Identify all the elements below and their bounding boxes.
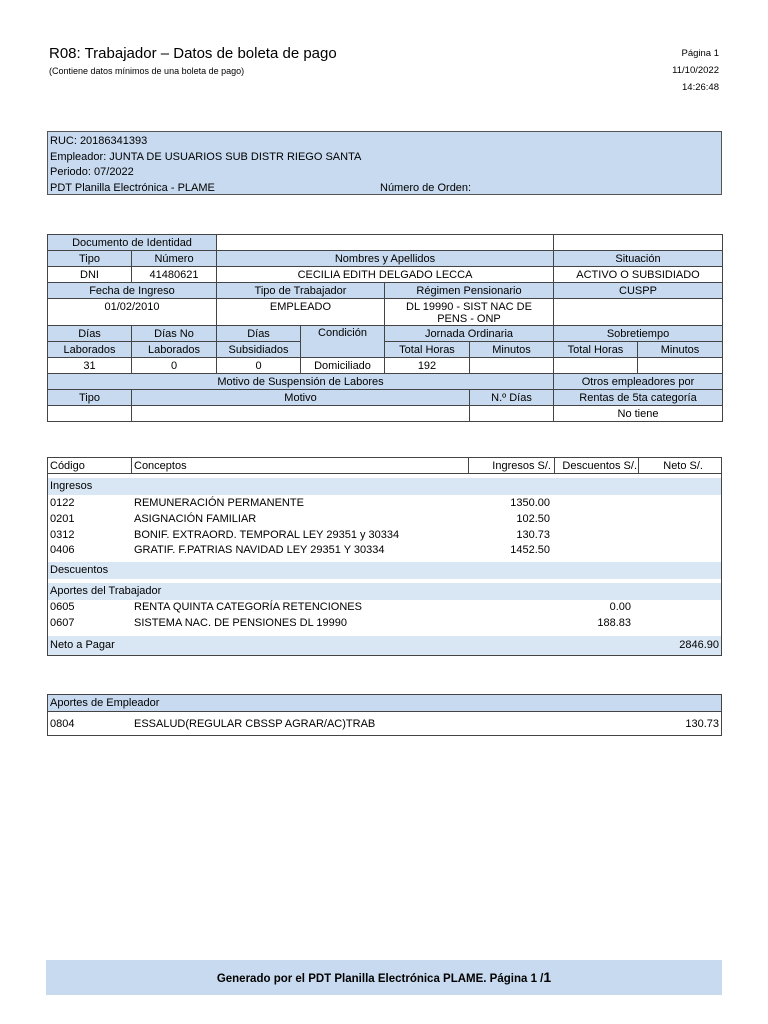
days-worked-value: 31: [48, 358, 132, 374]
doc-number-header: Número: [132, 251, 217, 267]
worker-table: [47, 234, 723, 422]
situation-header: Situación: [554, 251, 723, 267]
concept-description: ASIGNACIÓN FAMILIAR: [134, 513, 257, 525]
condition-header: Condición: [301, 326, 385, 358]
other-employers-header-1: Otros empleadores por: [554, 374, 723, 390]
worker-contributions-label: Aportes del Trabajador: [48, 583, 721, 600]
concept-code: 0406: [50, 544, 75, 556]
worker-type-value: EMPLEADO: [217, 299, 385, 326]
concept-code: 0201: [50, 513, 75, 525]
concept-code: 0605: [50, 601, 75, 613]
concept-description: GRATIF. F.PATRIAS NAVIDAD LEY 29351 Y 30334: [134, 544, 385, 556]
blank-cell: [638, 358, 723, 374]
employer-contributions-label: Aportes de Empleador: [48, 695, 721, 712]
days-not-worked-header-1: Días No: [132, 326, 217, 342]
hire-date-value: 01/02/2010: [48, 299, 217, 326]
employer-contribution-row: [48, 716, 721, 732]
condition-value: Domiciliado: [301, 358, 385, 374]
concept-description: REMUNERACIÓN PERMANENTE: [134, 497, 304, 509]
employer-box: [47, 131, 722, 195]
report-title: R08: Trabajador – Datos de boleta de pago: [49, 45, 337, 62]
worker-name-value: CECILIA EDITH DELGADO LECCA: [217, 267, 554, 283]
overtime-total-hours-header: Total Horas: [554, 342, 638, 358]
concept-description: RENTA QUINTA CATEGORÍA RETENCIONES: [134, 601, 362, 613]
concept-code: 0607: [50, 617, 75, 629]
shift-total-hours-header: Total Horas: [385, 342, 470, 358]
report-subtitle: (Contiene datos mínimos de una boleta de pago): [49, 66, 245, 76]
net-pay-row: [48, 636, 721, 655]
pension-regime-value: [385, 299, 554, 326]
blank-cell: [217, 235, 554, 251]
days-subsidized-value: 0: [217, 358, 301, 374]
days-not-worked-header-2: Laborados: [132, 342, 217, 358]
doc-number-value: 41480621: [132, 267, 217, 283]
suspension-type-header: Tipo: [48, 390, 132, 406]
hire-date-header: Fecha de Ingreso: [48, 283, 217, 299]
employer-contribution-amount: 130.73: [685, 718, 719, 730]
income-amount: 1452.50: [510, 544, 550, 556]
doc-type-header: Tipo: [48, 251, 132, 267]
code-column-header: Código: [50, 460, 85, 472]
income-section-label: Ingresos: [48, 478, 721, 495]
report-time: 14:26:48: [682, 82, 719, 93]
doc-type-value: DNI: [48, 267, 132, 283]
shift-hours-value: 192: [385, 358, 470, 374]
income-amount: 102.50: [516, 513, 550, 525]
concept-code: 0312: [50, 529, 75, 541]
discount-amount: 0.00: [609, 601, 631, 613]
concept-code: 0804: [50, 718, 75, 730]
income-row: [48, 495, 721, 511]
employer-ruc: RUC: 20186341393: [50, 135, 148, 147]
other-employers-header-2: Rentas de 5ta categoría: [554, 390, 723, 406]
ordinary-shift-header: Jornada Ordinaria: [385, 326, 554, 342]
doc-identity-header: Documento de Identidad: [48, 235, 217, 251]
footer-total-pages: 1: [543, 969, 552, 985]
names-header: Nombres y Apellidos: [217, 251, 554, 267]
concepts-table: [47, 457, 722, 656]
employer-plame: PDT Planilla Electrónica - PLAME: [50, 181, 215, 194]
shift-minutes-header: Minutos: [470, 342, 554, 358]
employer-name: Empleador: JUNTA DE USUARIOS SUB DISTR RIEGO SANTA: [50, 150, 362, 163]
income-column-header: Ingresos S/.: [492, 460, 551, 472]
employer-contributions-table: [47, 694, 722, 736]
pension-regime-line1: DL 19990 - SIST NAC DE: [406, 301, 532, 313]
employer-plame-row: [50, 181, 719, 197]
concept-code: 0122: [50, 497, 75, 509]
footer-text: Generado por el PDT Planilla Electrónica PLAME. Página 1 /: [216, 973, 544, 985]
days-not-worked-value: 0: [132, 358, 217, 374]
concept-description: BONIF. EXTRAORD. TEMPORAL LEY 29351 y 30334: [134, 529, 400, 541]
net-pay-label: Neto a Pagar: [50, 639, 115, 651]
blank-cell: [48, 406, 132, 422]
income-amount: 130.73: [516, 529, 550, 541]
days-subsidized-header-1: Días: [217, 326, 301, 342]
contribution-row: [48, 615, 721, 631]
worker-type-header: Tipo de Trabajador: [217, 283, 385, 299]
income-amount: 1350.00: [510, 497, 550, 509]
days-subsidized-header-2: Subsidiados: [217, 342, 301, 358]
blank-cell: [554, 235, 723, 251]
page-footer: [46, 960, 722, 995]
other-employers-value: No tiene: [554, 406, 723, 422]
discount-column-header: Descuentos S/.: [562, 460, 637, 472]
suspension-days-header: N.º Días: [470, 390, 554, 406]
suspension-reason-header: Motivo: [132, 390, 470, 406]
cuspp-header: CUSPP: [554, 283, 723, 299]
report-date: 11/10/2022: [672, 65, 719, 76]
overtime-header: Sobretiempo: [554, 326, 723, 342]
income-row: [48, 511, 721, 527]
pension-regime-header: Régimen Pensionario: [385, 283, 554, 299]
blank-cell: [470, 358, 554, 374]
report-meta: [672, 45, 719, 96]
concept-description: SISTEMA NAC. DE PENSIONES DL 19990: [134, 617, 347, 629]
income-row: [48, 542, 721, 558]
suspension-header: Motivo de Suspensión de Labores: [48, 374, 554, 390]
concept-description: ESSALUD(REGULAR CBSSP AGRAR/AC)TRAB: [134, 718, 376, 730]
overtime-minutes-header: Minutos: [638, 342, 723, 358]
blank-cell: [470, 406, 554, 422]
situation-value: ACTIVO O SUBSIDIADO: [554, 267, 723, 283]
contribution-row: [48, 599, 721, 615]
cuspp-value: [554, 299, 723, 326]
pension-regime-line2: PENS - ONP: [437, 313, 501, 325]
days-worked-header-1: Días: [48, 326, 132, 342]
concepts-header: [48, 458, 721, 474]
order-number-label: Número de Orden:: [380, 181, 472, 194]
net-column-header: Neto S/.: [663, 460, 703, 472]
blank-cell: [132, 406, 470, 422]
net-pay-value: 2846.90: [679, 639, 719, 651]
blank-cell: [554, 358, 638, 374]
income-row: [48, 527, 721, 543]
concept-column-header: Conceptos: [134, 460, 187, 472]
discount-amount: 188.83: [597, 617, 631, 629]
page-number: Página 1: [681, 48, 719, 59]
employer-period: Periodo: 07/2022: [50, 166, 134, 178]
days-worked-header-2: Laborados: [48, 342, 132, 358]
discounts-section-label: Descuentos: [48, 562, 721, 579]
